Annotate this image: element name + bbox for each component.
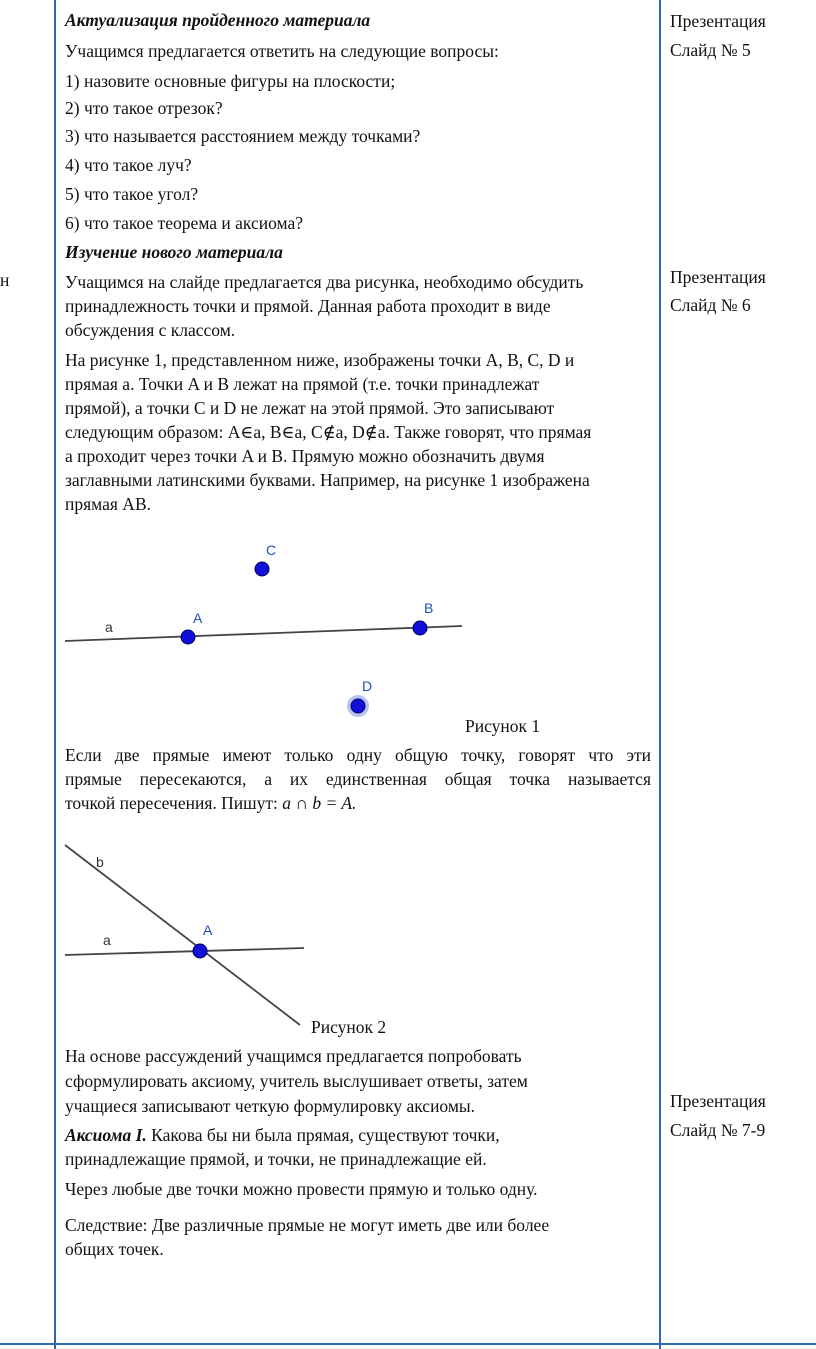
presentation-ref-2-slide: Слайд № 6: [670, 295, 751, 315]
label-point-d: D: [362, 678, 373, 694]
presentation-ref-3-title: Презентация: [670, 1091, 766, 1111]
label-line-b-fig2: b: [96, 854, 104, 870]
paragraph-text: точкой пересечения. Пишут:: [65, 793, 278, 813]
presentation-ref-3-slide: Слайд № 7-9: [670, 1120, 766, 1140]
question-item: 3) что называется расстоянием между точками?: [65, 126, 421, 146]
paragraph-line: прямые пересекаются, а их единственная общая точка называется: [65, 769, 651, 789]
axiom-text: Какова бы ни была прямая, существуют точки,: [151, 1125, 500, 1145]
axiom-line: принадлежащие прямой, и точки, не принадлежащие ей.: [65, 1149, 487, 1169]
question-item: 4) что такое луч?: [65, 155, 192, 175]
figure-2-caption: Рисунок 2: [311, 1017, 387, 1037]
paragraph-line: сформулировать аксиому, учитель выслушивает ответы, затем: [65, 1071, 528, 1091]
paragraph-line: прямая AB.: [65, 494, 151, 514]
review-intro: Учащимся предлагается ответить на следующие вопросы:: [65, 41, 499, 61]
presentation-ref-1-title: Презентация: [670, 11, 766, 31]
paragraph-line: На основе рассуждений учащимся предлагается попробовать: [65, 1046, 522, 1066]
presentation-ref-2-title: Презентация: [670, 267, 766, 287]
question-item: 6) что такое теорема и аксиома?: [65, 213, 304, 233]
paragraph-line: На рисунке 1, представленном ниже, изображены точки A, B, C, D и: [65, 350, 575, 370]
paragraph-line: Если две прямые имеют только одну общую точку, говорят что эти: [65, 745, 651, 765]
corollary-line: Следствие: Две различные прямые не могут иметь две или более: [65, 1215, 550, 1235]
paragraph-line: a проходит через точки A и B. Прямую можно обозначить двумя: [65, 446, 545, 466]
question-item: 1) назовите основные фигуры на плоскости;: [65, 71, 396, 91]
corollary-line: общих точек.: [65, 1239, 164, 1259]
paragraph-line: прямая a. Точки A и B лежат на прямой (т.е. точки принадлежат: [65, 374, 540, 394]
axiom-line: [65, 1123, 500, 1148]
paragraph-line: обсуждения с классом.: [65, 320, 236, 340]
statement-line: Через любые две точки можно провести прямую и только одну.: [65, 1179, 538, 1199]
label-line-a-fig2: a: [103, 932, 111, 948]
point-a-fig2: [193, 944, 207, 958]
question-item: 2) что такое отрезок?: [65, 98, 223, 118]
paragraph-line: следующим образом: A∈a, B∈a, C∉a, D∉a. Также говорят, что прямая: [65, 422, 592, 442]
section-heading-review: Актуализация пройденного материала: [65, 10, 371, 30]
presentation-ref-1-slide: Слайд № 5: [670, 40, 751, 60]
left-column-fragment: н: [0, 270, 10, 290]
label-point-a: A: [193, 610, 203, 626]
paragraph-line: Учащимся на слайде предлагается два рисунка, необходимо обсудить: [65, 272, 584, 292]
paragraph-line: прямой), а точки C и D не лежат на этой прямой. Это записывают: [65, 398, 555, 418]
figure-1-caption: Рисунок 1: [465, 716, 541, 736]
paragraph-line: принадлежность точки и прямой. Данная работа проходит в виде: [65, 296, 551, 316]
label-point-c: C: [266, 542, 277, 558]
line-b-fig2: [65, 845, 300, 1025]
paragraph-line: заглавными латинскими буквами. Например, на рисунке 1 изображена: [65, 470, 590, 490]
section-heading-new-material: Изучение нового материала: [65, 242, 283, 262]
question-item: 5) что такое угол?: [65, 184, 199, 204]
label-point-b: B: [424, 600, 434, 616]
axiom-label: Аксиома I.: [65, 1125, 147, 1145]
line-a-fig2: [65, 948, 304, 955]
intersection-formula: a ∩ b = A.: [282, 793, 357, 813]
paragraph-line: учащиеся записывают четкую формулировку аксиомы.: [65, 1096, 476, 1116]
label-point-a-fig2: A: [203, 922, 213, 938]
label-line-a: a: [105, 619, 113, 635]
